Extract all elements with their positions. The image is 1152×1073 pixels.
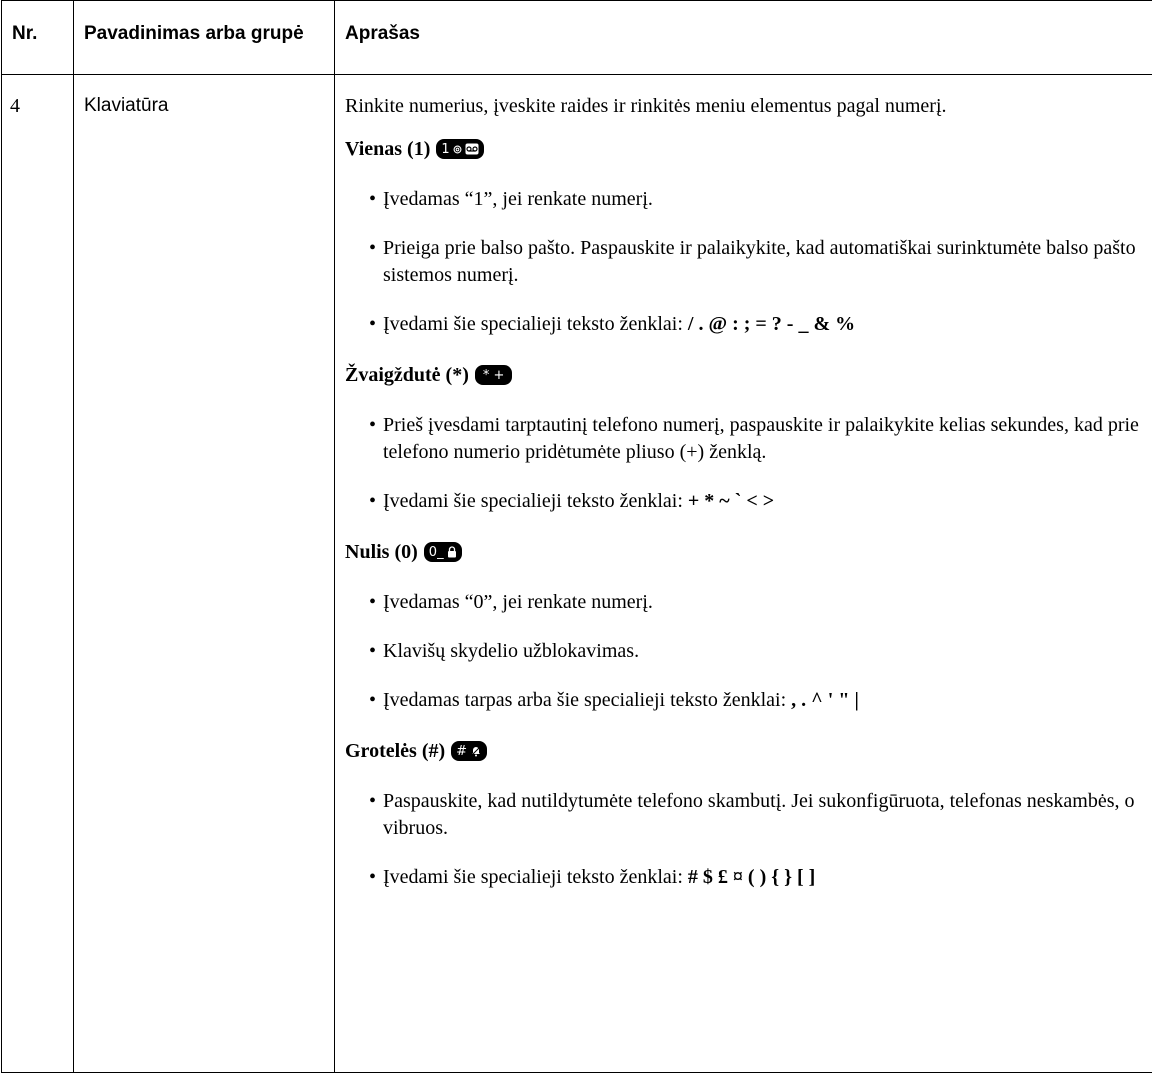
section-title-text: Žvaigždutė (*) (345, 362, 469, 389)
special-characters: + * ~ ` < > (688, 490, 774, 512)
at-sign-icon (453, 145, 462, 154)
voicemail-icon (465, 143, 479, 155)
description-intro: Rinkite numerius, įveskite raides ir rinkitės meniu elementus pagal numerį. (345, 93, 1152, 120)
special-characters: # $ £ ¤ ( ) { } [ ] (688, 866, 815, 888)
lock-icon (447, 546, 457, 558)
section-title-zero (345, 537, 1152, 567)
header-description: Aprašas (335, 1, 1152, 75)
section-title-star (345, 360, 1152, 390)
key-star-label: * + (483, 362, 505, 389)
header-name: Pavadinimas arba grupė (74, 1, 335, 75)
key-one-icon (436, 139, 483, 159)
table-row (2, 75, 1152, 1073)
list-item: • Įvedamas “0”, jei renkate numerį. (369, 589, 1152, 616)
section-list-one (345, 186, 1152, 338)
bell-mute-icon (470, 745, 482, 757)
keypad-description-table (1, 0, 1152, 1073)
section-list-star (345, 412, 1152, 515)
table-header-row (2, 1, 1152, 75)
row-description (335, 75, 1152, 1073)
list-item: • Įvedami šie specialieji teksto ženklai: + * ~ ` < > (369, 488, 1152, 515)
section-title-one (345, 134, 1152, 164)
section-title-hash (345, 736, 1152, 766)
key-zero-icon (424, 542, 462, 562)
section-title-text: Grotelės (#) (345, 738, 445, 765)
key-zero-label: 0_ (429, 539, 444, 566)
list-item: • Įvedamas tarpas arba šie specialieji teksto ženklai: , . ^ ' " | (369, 687, 1152, 714)
section-title-text: Vienas (1) (345, 136, 430, 163)
list-item: • Klavišų skydelio užblokavimas. (369, 638, 1152, 665)
header-nr: Nr. (2, 1, 74, 75)
list-item: • Įvedamas “1”, jei renkate numerį. (369, 186, 1152, 213)
list-item: • Paspauskite, kad nutildytumėte telefono skambutį. Jei sukonfigūruota, telefonas neskambės, o vibruos. (369, 788, 1152, 842)
section-title-text: Nulis (0) (345, 539, 418, 566)
section-list-zero (345, 589, 1152, 714)
list-item: • Prieiga prie balso pašto. Paspauskite ir palaikykite, kad automatiškai surinktumėte balso pašto sistemos numerį. (369, 235, 1152, 289)
key-one-label: 1 (441, 136, 449, 163)
special-characters: / . @ : ; = ? - _ & % (688, 313, 855, 335)
special-characters: , . ^ ' " | (791, 689, 859, 711)
row-name: Klaviatūra (74, 75, 335, 1073)
key-hash-icon (451, 741, 487, 761)
list-item: • Įvedami šie specialieji teksto ženklai: / . @ : ; = ? - _ & % (369, 311, 1152, 338)
key-star-icon (475, 365, 513, 385)
list-item: • Įvedami šie specialieji teksto ženklai: # $ £ ¤ ( ) { } [ ] (369, 864, 1152, 891)
list-item: • Prieš įvesdami tarptautinį telefono numerį, paspauskite ir palaikykite kelias sekundes, kad prie telefono numerio pridėtumėte pliuso (+) ženklą. (369, 412, 1152, 466)
section-list-hash (345, 788, 1152, 891)
row-number: 4 (2, 75, 74, 1073)
key-hash-label: # (456, 738, 467, 765)
